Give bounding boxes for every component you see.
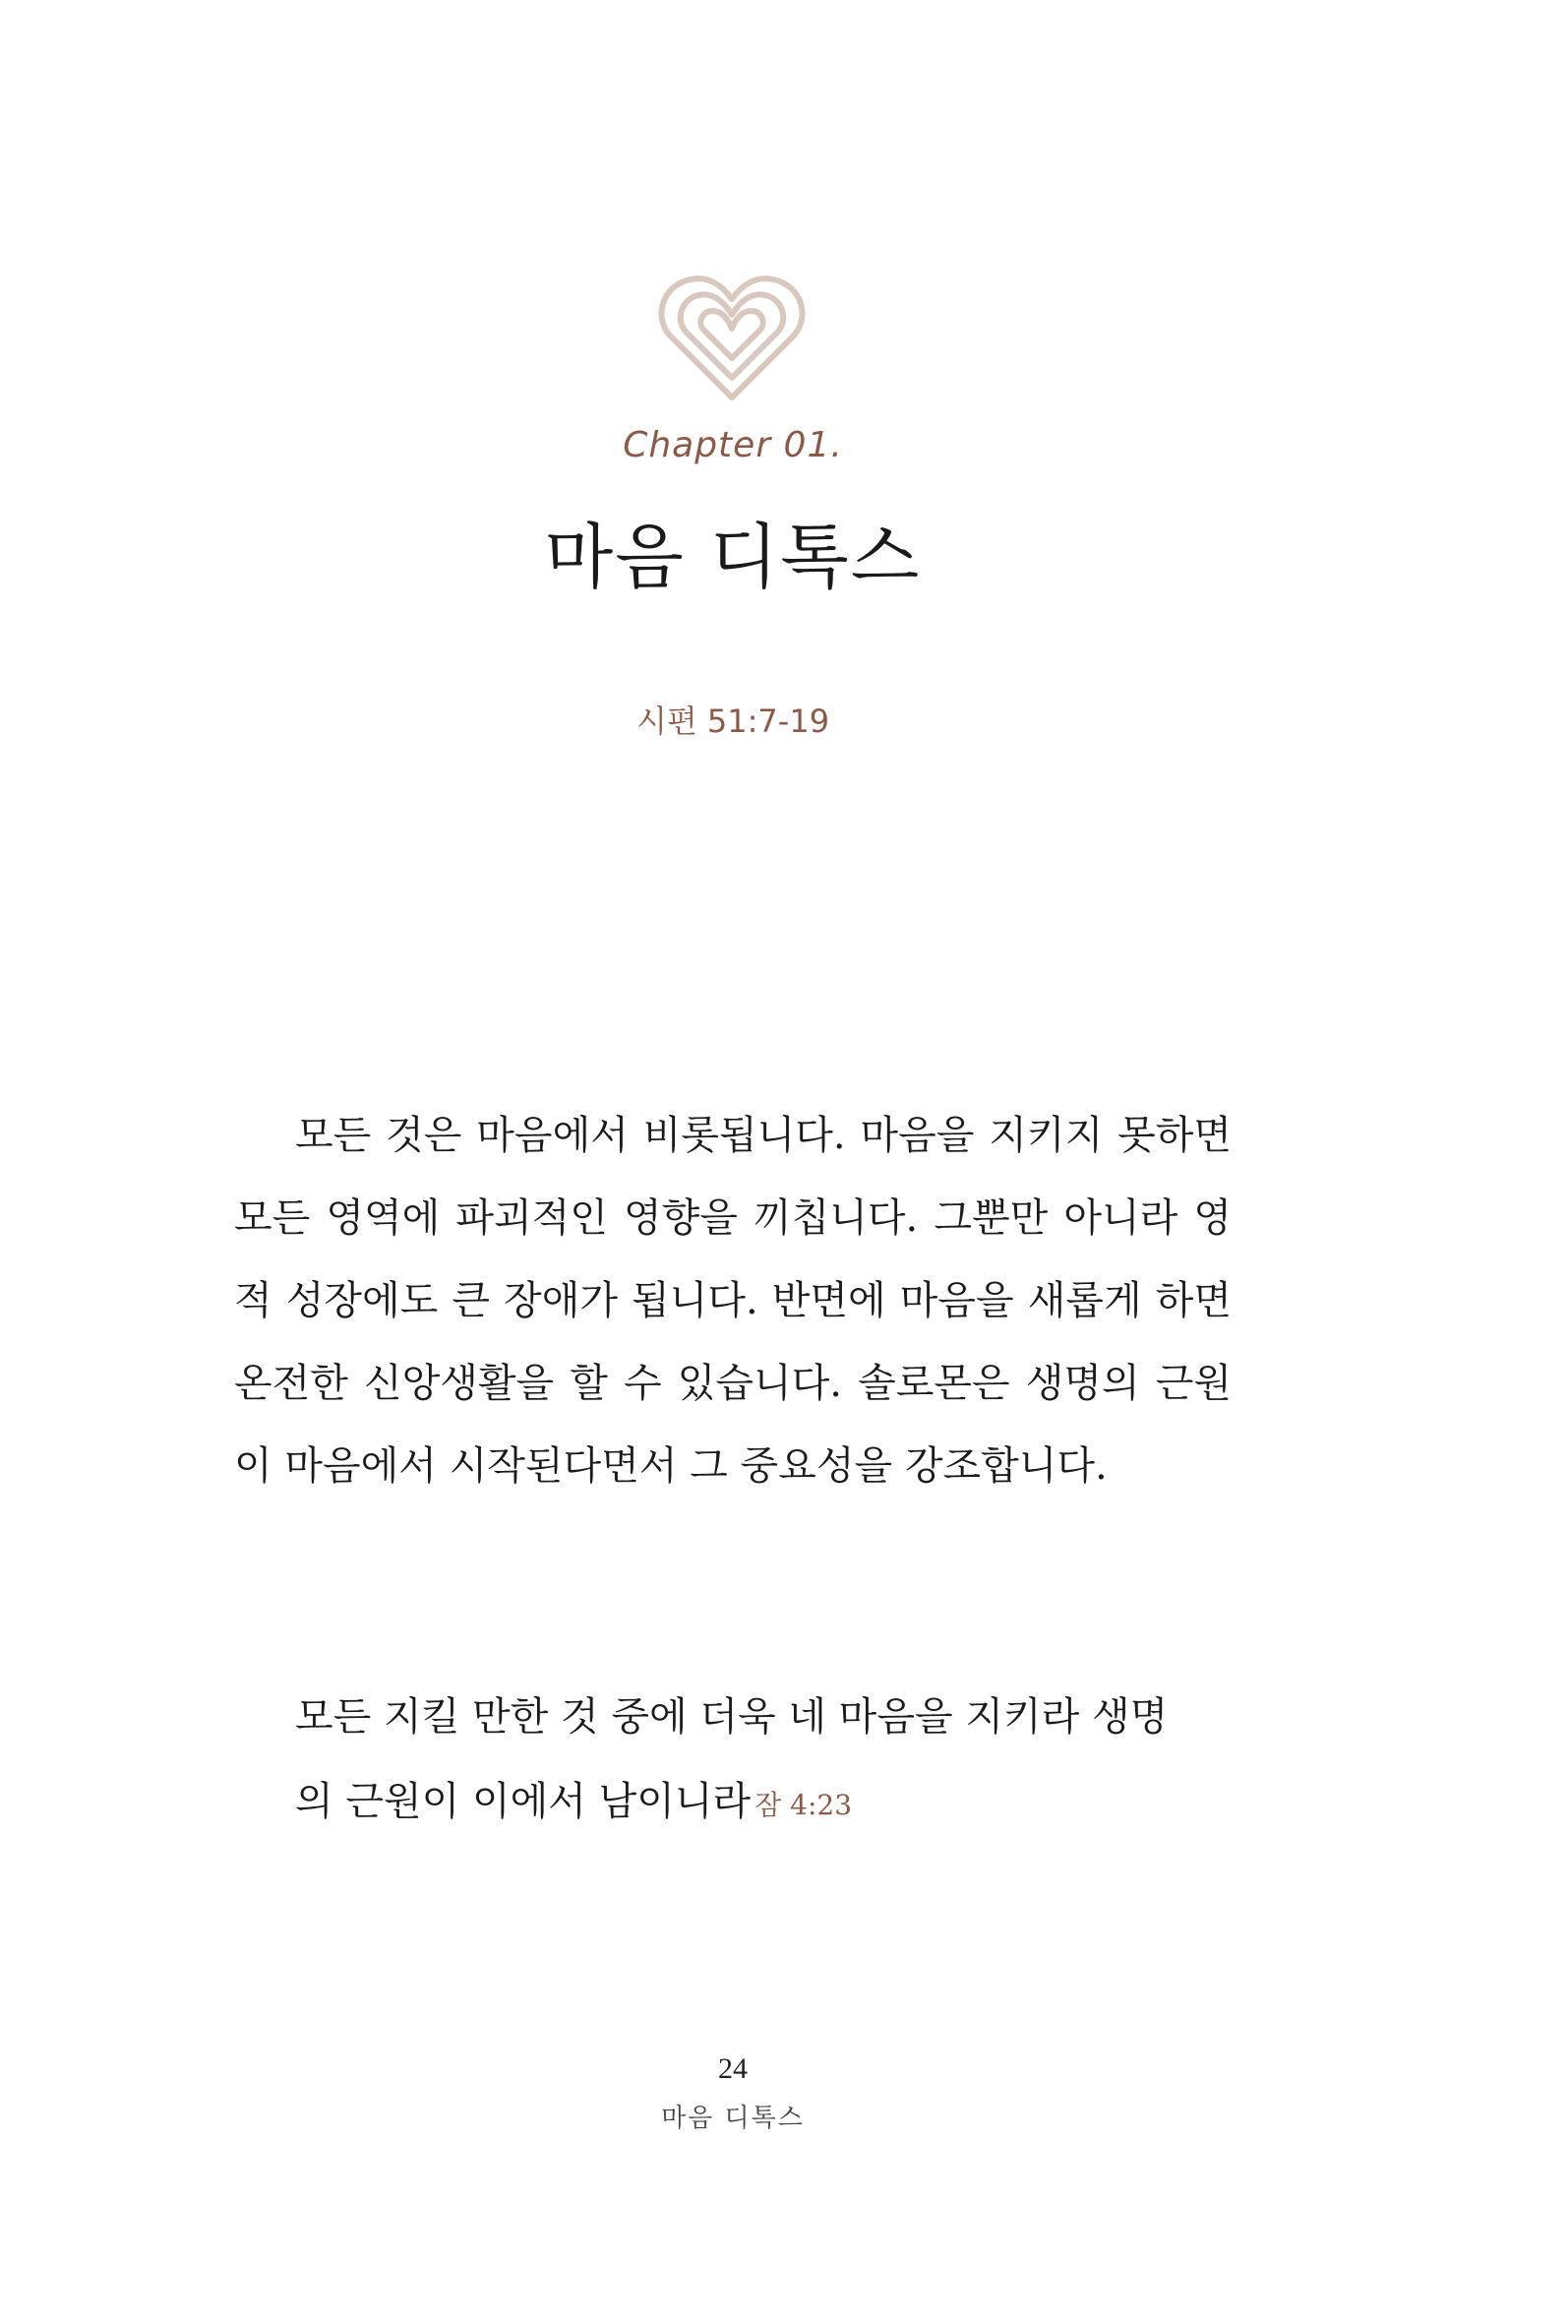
scripture-reference: 시편 51:7-19 xyxy=(635,703,830,740)
page-number: 24 xyxy=(718,2052,748,2085)
heart-inner-line xyxy=(700,311,762,358)
running-title: 마음 디톡스 xyxy=(661,2104,805,2133)
chapter-label: Chapter 01. xyxy=(623,425,843,465)
body-paragraph: 모든 것은 마음에서 비롯됩니다. 마음을 지키지 못하면 모든 영역에 파괴적인 영향을 끼칩니다. 그뿐만 아니라 영적 성장에도 큰 장애가 됩니다. 반면에 마음을 새롭게 하면 온전한 신앙생활을 할 수 있습니다. 솔로몬은 생명의 근원이 마음에서 시작된다면서 그 중요성을 강조합니다. xyxy=(234,1113,1232,1489)
chapter-title: 마음 디톡스 xyxy=(544,516,922,598)
scripture-quote xyxy=(295,1675,1180,1848)
quote-text: 모든 지킬 만한 것 중에 더욱 네 마음을 지키라 생명의 근원이 이에서 남이니라 xyxy=(295,1694,1169,1824)
heart-icon xyxy=(657,272,807,405)
quote-reference: 잠 4:23 xyxy=(754,1789,853,1821)
